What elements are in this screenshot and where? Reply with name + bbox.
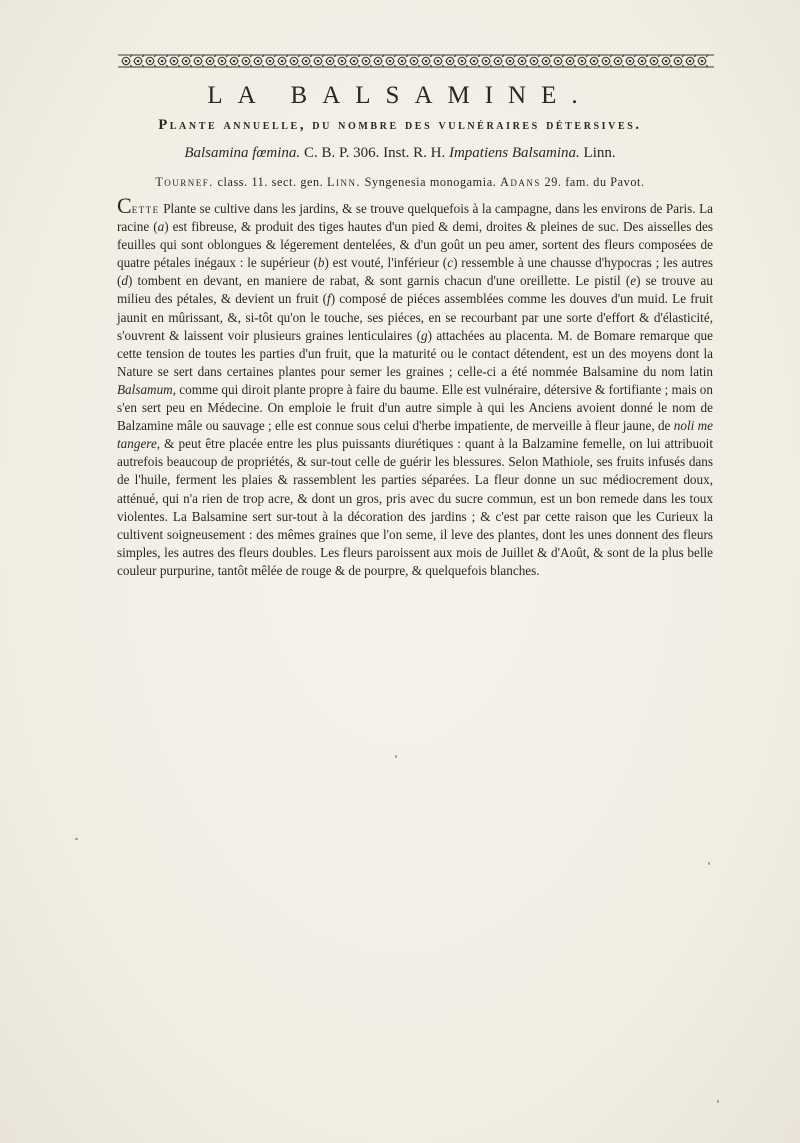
ref-letter: d xyxy=(121,273,128,289)
page-title: LA BALSAMINE. xyxy=(207,82,593,109)
subtitle: Plante annuelle, du nombre des vulnéraires détersives. xyxy=(158,117,642,133)
text-segment: ) est fibreuse, & produit des tiges hautes d'un pied & demi, droites & pleines de suc. Des aisselles des feuilles qui sont oblongues & légerement dentelées, & d'un goût un peu amer, sortent des fleurs composées de quatre pétales inégaux : le supérieur ( xyxy=(117,219,713,271)
text-segment: ) se trouve au milieu des pétales, & devient un fruit ( xyxy=(117,273,714,307)
synonym-linn: Linn. xyxy=(579,145,616,161)
body-paragraph xyxy=(117,193,714,580)
text-segment: ) ressemble à une chausse d'hypocras ; les autres ( xyxy=(117,255,714,289)
ref-linn: Syngenesia monogamia. xyxy=(361,175,501,189)
synonym-linnaeus: Impatiens Balsamina. xyxy=(448,145,580,161)
ref-letter: g xyxy=(421,327,428,343)
ref-adans: 29. fam. du Pavot. xyxy=(540,175,645,189)
synonym-refs: C. B. P. 306. Inst. R. H. xyxy=(300,145,449,161)
drop-cap: C xyxy=(117,193,132,218)
ref-tournef-label: Tournef. xyxy=(155,175,214,189)
classification-refs xyxy=(0,175,800,190)
ref-tournef: class. 11. sect. gen. xyxy=(213,175,328,189)
latin-term: Balsamum xyxy=(117,381,173,397)
text-segment: ) est vouté, l'inférieur ( xyxy=(324,255,448,271)
paper-speck xyxy=(708,862,710,865)
paper-speck xyxy=(395,755,397,758)
paper-speck xyxy=(75,838,78,840)
text-segment: , comme qui diroit plante propre à faire du baume. Elle est vulnéraire, détersive & fortifiante ; mais on s'en sert peu en Médecine. On emploie le fruit d'un autre simple à qui les Anciens avoient donné le nom de Balzamine mâle ou sauvage ; elle est connue sous celui d'herbe impatiente, de merveille à fleur jaune, de xyxy=(117,381,713,434)
ref-linn-label: Linn. xyxy=(327,175,362,189)
body-text xyxy=(117,193,714,580)
synonym-bauhin: Balsamina fœmina. xyxy=(184,145,301,161)
text-segment: , & peut être placée entre les plus puissants diurétiques : quant à la Balzamine femelle, on lui attribuoit autrefois beaucoup de propriétés, & sur-tout celle de guérir les blessures. Selon Mathiole, ses fruits infusés dans de l'huile, ferment les plaies & rassemblent les parties séparées. La fleur donne un suc médiocrement doux, atténué, qui n'a rien de trop acre, & dont un gros, pris avec du sucre commun, est un bon remede dans les toux violentes. La Balsamine sert sur-tout à la décoration des jardins ; & c'est par cette raison que les Curieux la cultivent soigneusement : des mêmes graines que l'on seme, il leve des plantes, dont les unes donnent des fleurs simples, les autres des fleurs doubles. Les fleurs paroissent aux mois de Juillet & d'Août, & sont de la plus belle couleur purpurine, tantôt mêlée de rouge & de pourpre, & quelquefois blanches. xyxy=(117,436,713,578)
text-segment: Plante se cultive dans les jardins, & se trouve quelquefois à la campagne, dans les environs de Paris. La racine ( xyxy=(117,201,713,235)
paper-speck xyxy=(717,1100,719,1103)
text-segment: ) tombent en devant, en maniere de rabat, & sont garnis chacun d'une oreillette. Le pistil ( xyxy=(128,273,631,289)
ref-adans-label: Adans xyxy=(500,175,541,189)
lead-word: ette xyxy=(131,201,160,216)
ref-letter: f xyxy=(327,291,331,307)
text-segment: ) composé de piéces assemblées comme les douves d'un muid. Le fruit jaunit en mûrissant, &, si-tôt qu'on le touche, ses piéces, en se recourbant par une sorte d'effort & d'élasticité, s'ouvrent & laissent voir plusieurs graines lenticulaires ( xyxy=(117,291,713,343)
ref-letter: e xyxy=(630,273,637,289)
floral-scroll-border-icon xyxy=(118,52,714,70)
ref-letter: c xyxy=(447,255,454,271)
synonyms-line xyxy=(0,145,800,162)
text-segment: ) attachées au placenta. M. de Bomare remarque que cette tension de toutes les parties d'un fruit, que la maturité ou le contact détendent, est un des moyens dont la Nature se sert dans certaines plantes pour semer les graines ; celle-ci a été nommée Balsamine du nom latin xyxy=(117,327,713,379)
ref-letter: a xyxy=(157,219,165,235)
latin-term: noli me tangere xyxy=(117,418,713,452)
ref-letter: b xyxy=(317,255,325,271)
